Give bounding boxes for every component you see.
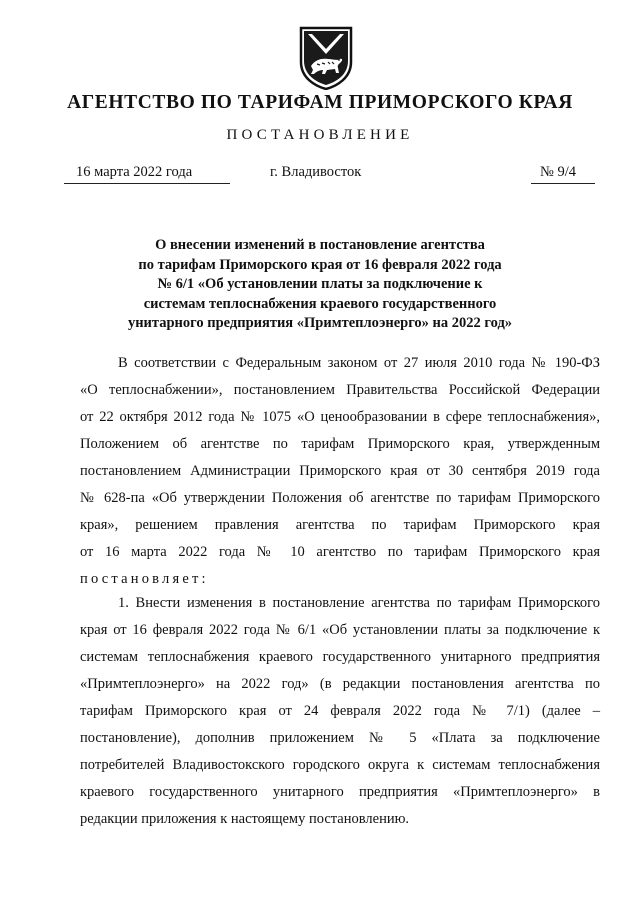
number-underline [531,183,595,184]
title-line: системам теплоснабжения краевого государственного [143,295,497,312]
document-title [80,236,560,334]
paragraph-line: В соответствии с Федеральным законом от 27 июля 2010 года № 190-ФЗ [118,355,600,371]
document-type: ПОСТАНОВЛЕНИЕ [226,127,414,143]
date-underline [64,183,230,184]
paragraph-line: № 628-па «Об утверждении Положения об агентстве по тарифам Приморского [80,490,600,506]
item-1-paragraph [80,590,600,833]
preamble-paragraph [80,350,600,593]
document-number: № 9/4 [540,164,576,180]
title-line: О внесении изменений в постановление агентства [155,237,485,253]
paragraph-line: от 16 марта 2022 года № 10 агентство по тарифам Приморского края [80,544,600,560]
paragraph-line: системам теплоснабжения краевого государственного унитарного предприятия [80,649,600,665]
paragraph-line: постановление), дополнив приложением № 5 «Плата за подключение [80,730,600,746]
paragraph-line: редакции приложения к настоящему постановлению. [80,811,410,827]
resolves-word: постановляет: [80,571,209,587]
paragraph-line: постановлением Администрации Приморского края от 30 сентября 2019 года [80,463,600,479]
coat-of-arms-icon [297,24,355,90]
document-date: 16 марта 2022 года [76,164,193,180]
paragraph-line: 1. Внести изменения в постановление агентства по тарифам Приморского [118,595,600,611]
title-line: по тарифам Приморского края от 16 февраля 2022 года [138,256,502,273]
paragraph-line: Положением об агентстве по тарифам Приморского края, утвержденным [80,436,600,452]
paragraph-line: края от 16 февраля 2022 года № 6/1 «Об установлении платы за подключение к [80,622,600,638]
paragraph-line: от 22 октября 2012 года № 1075 «О ценообразовании в сфере теплоснабжения», [80,409,600,425]
document-city: г. Владивосток [270,164,362,180]
paragraph-line: «Примтеплоэнерго» на 2022 год» (в редакции постановления агентства по [80,676,600,692]
agency-name: АГЕНТСТВО ПО ТАРИФАМ ПРИМОРСКОГО КРАЯ [67,92,573,113]
title-line: № 6/1 «Об установлении платы за подключение к [157,276,483,292]
paragraph-line: потребителей Владивостокского городского округа к системам теплоснабжения [80,757,600,773]
paragraph-line: тарифам Приморского края от 24 февраля 2022 года № 7/1) (далее – [80,703,600,719]
paragraph-line: края», решением правления агентства по тарифам Приморского края [80,517,600,533]
paragraph-line: «О теплоснабжении», постановлением Правительства Российской Федерации [80,382,600,398]
title-line: унитарного предприятия «Примтеплоэнерго» на 2022 год» [127,315,513,331]
paragraph-line: краевого государственного унитарного предприятия «Примтеплоэнерго» в [80,784,600,800]
